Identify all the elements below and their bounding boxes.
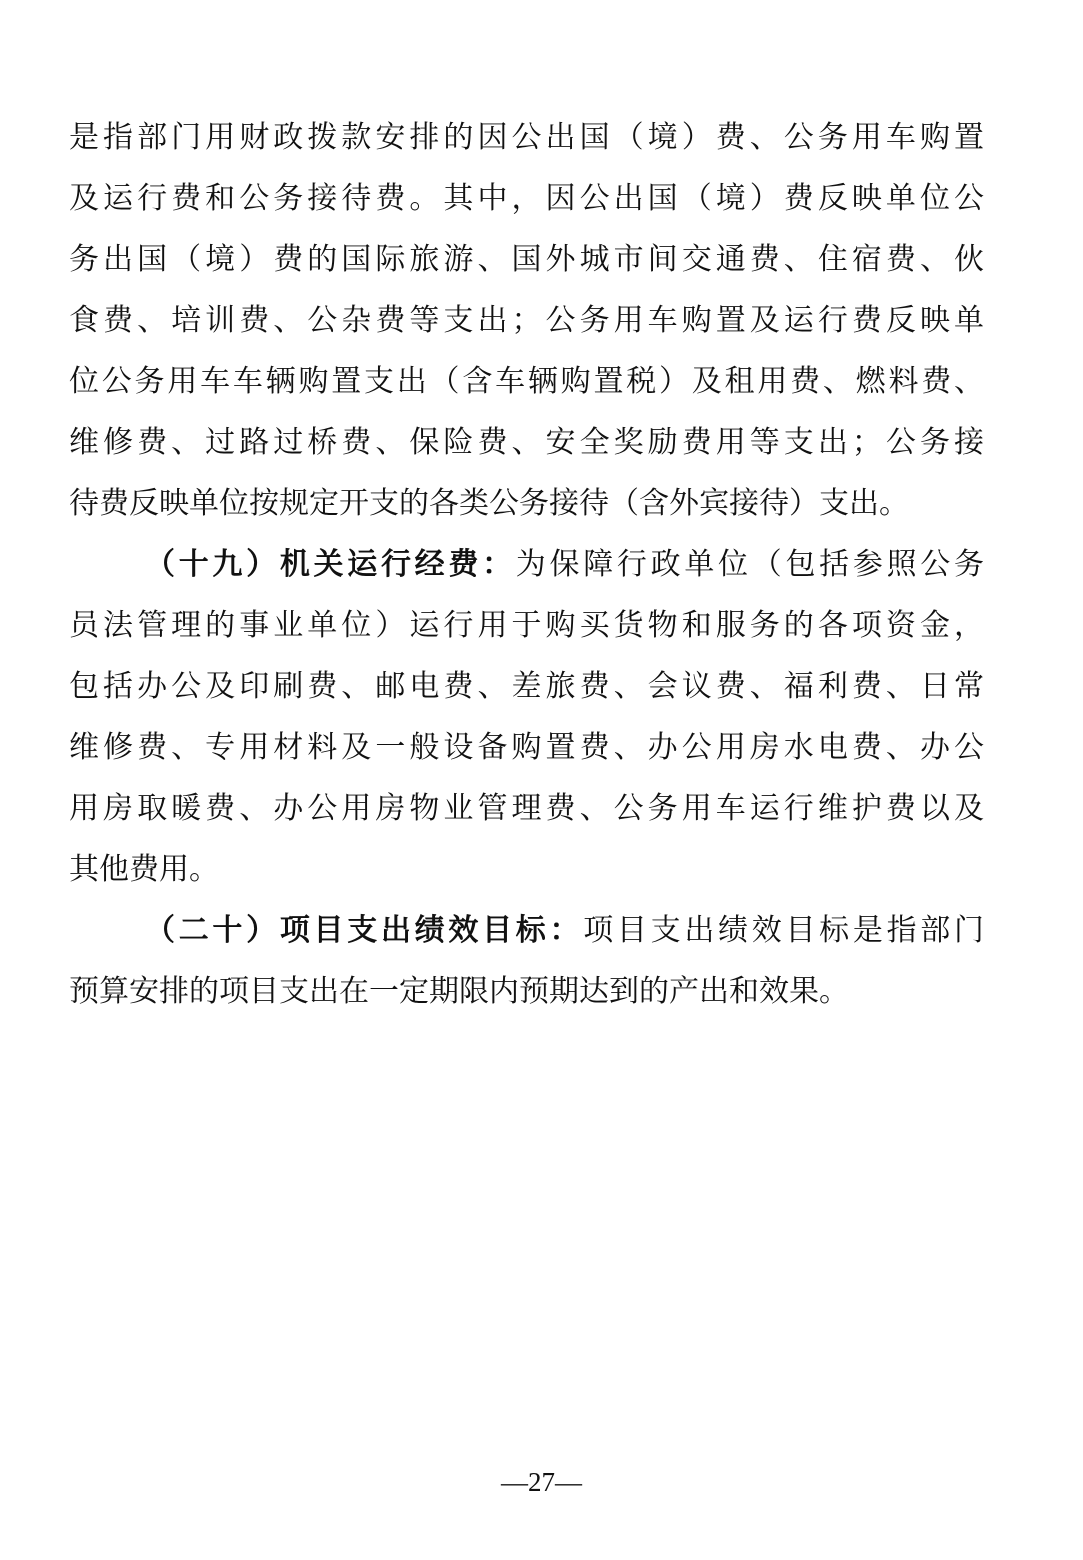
text-line: 位公务用车车辆购置支出（含车辆购置税）及租用费、燃料费、 <box>69 364 984 399</box>
section-heading: （二十）项目支出绩效目标： <box>145 913 584 948</box>
heading-continuation: 项目支出绩效目标是指部门 <box>583 913 985 948</box>
text-line: 用房取暖费、办公用房物业管理费、公务用车运行维护费以及 <box>69 791 984 826</box>
section-heading: （十九）机关运行经费： <box>145 547 516 582</box>
paragraph-performance-targets <box>69 900 984 1022</box>
document-body <box>69 107 984 1022</box>
text-line: 包括办公及印刷费、邮电费、差旅费、会议费、福利费、日常 <box>69 669 984 704</box>
heading-continuation: 为保障行政单位（包括参照公务 <box>515 547 985 582</box>
text-line: 食费、培训费、公杂费等支出；公务用车购置及运行费反映单 <box>69 303 984 338</box>
text-line: 待费反映单位按规定开支的各类公务接待（含外宾接待）支出。 <box>69 486 909 521</box>
text-line: 维修费、过路过桥费、保险费、安全奖励费用等支出；公务接 <box>69 425 984 460</box>
text-line: 员法管理的事业单位）运行用于购买货物和服务的各项资金， <box>69 608 984 643</box>
page-number: —27— <box>501 1467 582 1497</box>
text-line <box>69 900 984 961</box>
text-line: 维修费、专用材料及一般设备购置费、办公用房水电费、办公 <box>69 730 984 765</box>
paragraph-operating-expenses <box>69 534 984 900</box>
text-line <box>69 534 984 595</box>
text-line: 预算安排的项目支出在一定期限内预期达到的产出和效果。 <box>69 974 849 1009</box>
text-line: 务出国（境）费的国际旅游、国外城市间交通费、住宿费、伙 <box>69 242 984 277</box>
text-line: 其他费用。 <box>69 852 219 887</box>
text-line: 是指部门用财政拨款安排的因公出国（境）费、公务用车购置 <box>69 120 984 155</box>
paragraph-expense-definitions <box>69 107 984 534</box>
text-line: 及运行费和公务接待费。其中，因公出国（境）费反映单位公 <box>69 181 984 216</box>
